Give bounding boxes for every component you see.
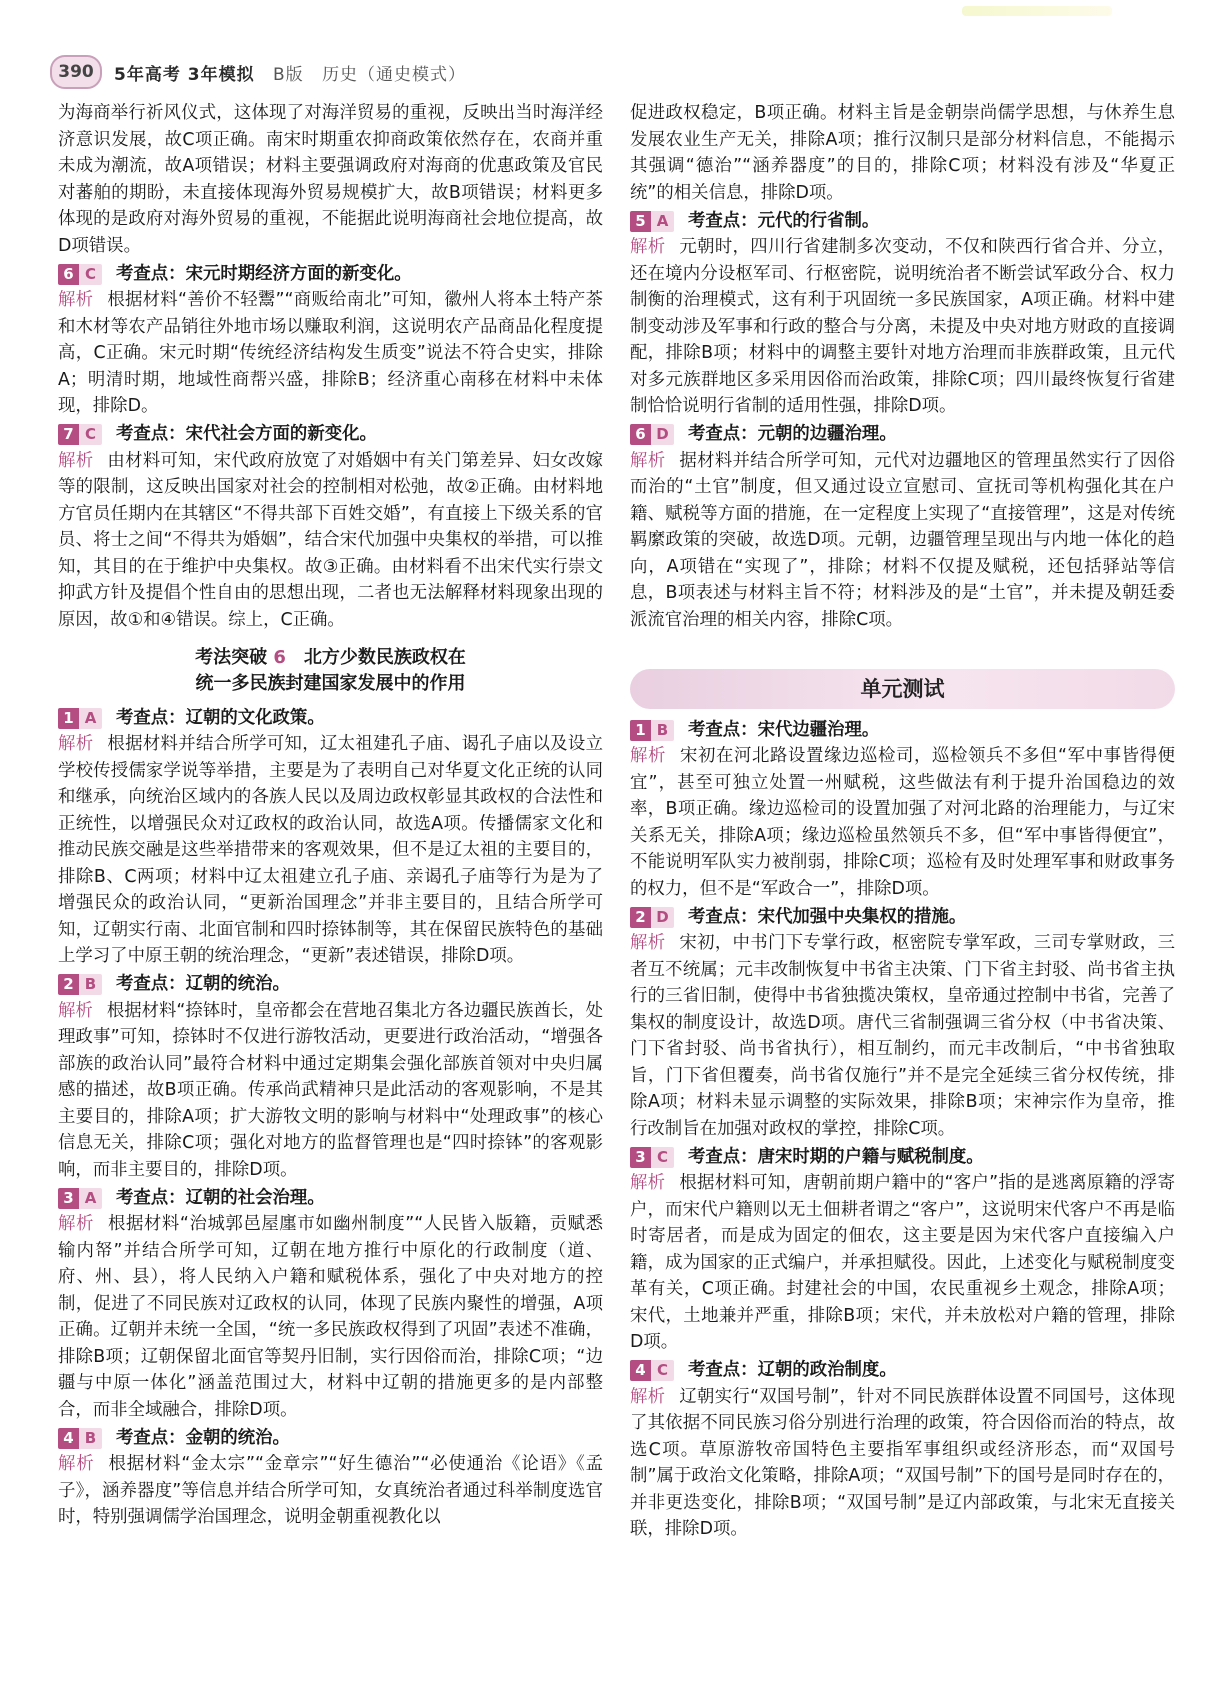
answer-badge: 3 C [630, 1147, 674, 1168]
key-point: 元代的行省制。 [757, 210, 880, 231]
analysis-text: 元朝时，四川行省建制多次变动，不仅和陕西行省合并、分立，还在境内分设枢军司、行枢密院，说明统治者不断尝试军政分合、权力制衡的治理模式，这有利于巩固统一多民族国家，A项正确。材料中建制变动涉及军事和行政的整合与分离，未提及中央对地方财政的直接调配，排除B项；材料中的调整主要针对地方治理而非族群政策，且元代对多元族群地区多采用因俗而治政策，排除C项；四川最终恢复行省建制恰恰说明行省制的适用性强，排除D项。 [630, 237, 1175, 416]
analysis-text: 宋初，中书门下专掌行政，枢密院专掌军政，三司专掌财政，三者互不统属；元丰改制恢复中书省主决策、门下省主封驳、尚书省主执行的三省旧制，使得中书省独揽决策权，皇帝通过控制中书省，完善了集权的制度设计，故选D项。唐代三省制强调三省分权（中书省决策、门下省封驳、尚书省执行），相互制约，而元丰改制后，“中书省独取旨，门下省但覆奏，尚书省仅施行”并不是完全延续三省分权传统，排除A项；材料未显示调整的实际效果，排除B项；宋神宗作为皇帝，推行改制旨在加强对政权的掌控，排除C项。 [630, 933, 1175, 1139]
analysis-text: 由材料可知，宋代政府放宽了对婚姻中有关门第差异、妇女改嫁等的限制，这反映出国家对社会的控制相对松弛，故②正确。由材料地方官员任期内在其辖区“不得共部下百姓交婚”，有直接上下级关系的官员、将士之间“不得共为婚姻”，结合宋代加强中央集权的举措，可以推知，其目的在于维护中央集权。故③正确。由材料看不出宋代实行崇文抑武方针及提倡个性自由的思想出现，二者也无法解释材料现象出现的原因，故①和④错误。综上，C正确。 [58, 450, 603, 630]
answer-item: 3 A 考查点： 辽朝的社会治理。 解析 根据材料“治城郭邑屋廛市如幽州制度”“人民皆入版籍，贡赋悉输内帑”并结合所学可知，辽朝在地方推行中原化的行政制度（道、府、州、县），将人民纳入户籍和赋税体系，强化了中央对地方的控制，促进了不同民族对辽政权的认同，体现了民族内聚性的增强，A项正确。辽朝并未统一全国，“统一多民族政权得到了巩固”表述不准确，排除B项；辽朝保留北面官等契丹旧制，实行因俗而治，排除C项；“边疆与中原一体化”涵盖范围过大，材料中辽朝的措施更多的是内部整合，而非全域融合，排除D项。 [58, 1185, 603, 1423]
key-point: 宋代边疆治理。 [757, 719, 880, 740]
analysis-tag: 解析 [630, 933, 666, 953]
answer-badge: 6 D [630, 424, 674, 445]
analysis-text: 根据材料可知，唐朝前期户籍中的“客户”指的是逃离原籍的浮寄户，而宋代户籍则以无土佃耕者谓之“客户”，这说明宋代客户不再是临时寄居者，而是成为固定的佃农，这主要是因为宋代客户直接编入户籍，成为国家的正式编户，并承担赋役。因此，上述变化与赋税制度变革有关，C项正确。封建社会的中国，农民重视乡土观念，排除A项；宋代，土地兼并严重，排除B项；宋代，并未放松对户籍的管理，排除D项。 [630, 1173, 1175, 1352]
analysis-text: 根据材料“捺钵时，皇帝都会在营地召集北方各边疆民族酋长，处理政事”可知，捺钵时不仅进行游牧活动，更要进行政治活动，“增强各部族的政治认同”最符合材料中通过定期集会强化部族首领对中央归属感的描述，故B项正确。传承尚武精神只是此活动的客观影响，不是其主要目的，排除A项；扩大游牧文明的影响与材料中“处理政事”的核心信息无关，排除C项；强化对地方的监督管理也是“四时捺钵”的客观影响，而非主要目的，排除D项。 [58, 1000, 603, 1180]
key-point: 元朝的边疆治理。 [757, 424, 897, 445]
key-point: 金朝的统治。 [185, 1427, 290, 1448]
answer-item: 4 B 考查点： 金朝的统治。 解析 根据材料“金太宗”“金章宗”“好生德治”“必使通治《论语》《孟子》，涵养器度”等信息并结合所学可知，女真统治者通过科举制度选官时，特别强调儒学治国理念，说明金朝重视教化以 [58, 1425, 603, 1531]
unit-test-banner: 单元测试 [630, 669, 1175, 709]
analysis-tag: 解析 [630, 746, 666, 766]
analysis-text: 根据材料“金太宗”“金章宗”“好生德治”“必使通治《论语》《孟子》，涵养器度”等信息并结合所学可知，女真统治者通过科举制度选官时，特别强调儒学治国理念，说明金朝重视教化以 [58, 1454, 603, 1527]
answer-badge: 5 A [630, 211, 674, 232]
analysis-text: 根据材料“治城郭邑屋廛市如幽州制度”“人民皆入版籍，贡赋悉输内帑”并结合所学可知，辽朝在地方推行中原化的行政制度（道、府、州、县），将人民纳入户籍和赋税体系，强化了中央对地方的控制，促进了不同民族对辽政权的认同，体现了民族内聚性的增强，A项正确。辽朝并未统一全国，“统一多民族政权得到了巩固”表述不准确，排除B项；辽朝保留北面官等契丹旧制，实行因俗而治，排除C项；“边疆与中原一体化”涵盖范围过大，材料中辽朝的措施更多的是内部整合，而非全域融合，排除D项。 [58, 1214, 603, 1420]
corner-decoration [962, 6, 1112, 16]
answer-item: 6 D 考查点： 元朝的边疆治理。 解析 据材料并结合所学可知，元代对边疆地区的管理虽然实行了因俗而治的“土官”制度，但又通过设立宣慰司、宣抚司等机构强化其在户籍、赋税等方面的措施，在一定程度上实现了“直接管理”，这是对传统羁縻政策的突破，故选D项。元朝，边疆管理呈现出与内地一体化的趋向，A项错在“实现了”，排除；材料不仅提及赋税，还包括驿站等信息，B项表述与材料主旨不符；材料涉及的是“土官”，并未提及朝廷委派流官治理的相关内容，排除C项。 [630, 422, 1175, 634]
answer-item: 2 D 考查点： 宋代加强中央集权的措施。 解析 宋初，中书门下专掌行政，枢密院专掌军政，三司专掌财政，三者互不统属；元丰改制恢复中书省主决策、门下省主封驳、尚书省主执行的三省旧制，使得中书省独揽决策权，皇帝通过控制中书省，完善了集权的制度设计，故选D项。唐代三省制强调三省分权（中书省决策、门下省封驳、尚书省执行），相互制约，而元丰改制后，“中书省独取旨，门下省但覆奏，尚书省仅施行”并不是完全延续三省分权传统，排除A项；材料未显示调整的实际效果，排除B项；宋神宗作为皇帝，推行改制旨在加强对政权的掌控，排除C项。 [630, 904, 1175, 1142]
book-subject: 历史（通史模式） [322, 64, 467, 85]
answer-item: 5 A 考查点： 元代的行省制。 解析 元朝时，四川行省建制多次变动，不仅和陕西行省合并、分立，还在境内分设枢军司、行枢密院，说明统治者不断尝试军政分合、权力制衡的治理模式，这有利于巩固统一多民族国家，A项正确。材料中建制变动涉及军事和行政的整合与分离，未提及中央对地方财政的直接调配，排除B项；材料中的调整主要针对地方治理而非族群政策，且元代对多元族群地区多采用因俗而治政策，排除C项；四川最终恢复行省建制恰恰说明行省制的适用性强，排除D项。 [630, 208, 1175, 420]
continued-text: 促进政权稳定，B项正确。材料主旨是金朝崇尚儒学思想，与休养生息发展农业生产无关，排除A项；推行汉制只是部分材料信息，不能揭示其强调“德治”“涵养器度”的目的，排除C项；材料没有涉及“华夏正统”的相关信息，排除D项。 [630, 103, 1175, 203]
analysis-tag: 解析 [630, 1173, 666, 1193]
answer-badge: 3 A [58, 1188, 102, 1209]
answer-badge: 4 B [58, 1428, 102, 1449]
analysis-tag: 解析 [630, 237, 666, 257]
analysis-tag: 解析 [58, 290, 94, 310]
answer-badge: 2 D [630, 907, 674, 928]
analysis-text: 根据材料并结合所学可知，辽太祖建孔子庙、谒孔子庙以及设立学校传授儒家学说等举措，主要是为了表明自己对华夏文化正统的认同和继承，向统治区域内的各族人民以及周边政权彰显其政权的合法性和正统性，以增强民众对辽政权的政治认同，故选A项。传播儒家文化和推动民族交融是这些举措带来的客观效果，但不是辽太祖的主要目的，排除B、C两项；材料中辽太祖建立孔子庙、亲谒孔子庙等行为是为了增强民众的政治认同，“更新治国理念”并非主要目的，且结合所学可知，辽朝实行南、北面官制和四时捺钵制等，其在保留民族特色的基础上学习了中原王朝的统治理念，“更新”表述错误，排除D项。 [58, 734, 603, 966]
analysis-text: 宋初在河北路设置缘边巡检司，巡检领兵不多但“军中事皆得便宜”，甚至可独立处置一州赋税，这些做法有利于提升治国稳边的效率，B项正确。缘边巡检司的设置加强了对河北路的治理能力，与辽宋关系无关，排除A项；缘边巡检虽然领兵不多，但“军中事皆得便宜”，不能说明军队实力被削弱，排除C项；巡检有及时处理军事和财政事务的权力，但不是“军政合一”，排除D项。 [630, 746, 1175, 899]
analysis-text: 辽朝实行“双国号制”，针对不同民族群体设置不同国号，这体现了其依据不同民族习俗分别进行治理的政策，符合因俗而治的特点，故选C项。草原游牧帝国特色主要指军事组织或经济形态，而“双国号制”属于政治文化策略，排除A项；“双国号制”下的国号是同时存在的，并非更迭变化，排除B项；“双国号制”是辽内部政策，与北宋无直接关联，排除D项。 [630, 1386, 1175, 1539]
answer-item: 2 B 考查点： 辽朝的统治。 解析 根据材料“捺钵时，皇帝都会在营地召集北方各边疆民族酋长，处理政事”可知，捺钵时不仅进行游牧活动，更要进行政治活动，“增强各部族的政治认同”最符合材料中通过定期集会强化部族首领对中央归属感的描述，故B项正确。传承尚武精神只是此活动的客观影响，不是其主要目的，排除A项；扩大游牧文明的影响与材料中“处理政事”的核心信息无关，排除C项；强化对地方的监督管理也是“四时捺钵”的客观影响，而非主要目的，排除D项。 [58, 972, 603, 1184]
answer-item: 4 C 考查点： 辽朝的政治制度。 解析 辽朝实行“双国号制”，针对不同民族群体设置不同国号，这体现了其依据不同民族习俗分别进行治理的政策，符合因俗而治的特点，故选C项。草原游牧帝国特色主要指军事组织或经济形态，而“双国号制”属于政治文化策略，排除A项；“双国号制”下的国号是同时存在的，并非更迭变化，排除B项；“双国号制”是辽内部政策，与北宋无直接关联，排除D项。 [630, 1358, 1175, 1543]
page-header [50, 54, 1170, 90]
key-point: 宋代加强中央集权的措施。 [757, 906, 967, 927]
key-point: 宋元时期经济方面的新变化。 [185, 263, 412, 284]
key-point: 宋代社会方面的新变化。 [185, 424, 377, 445]
key-point: 唐宋时期的户籍与赋税制度。 [757, 1146, 984, 1167]
answer-item: 7 C 考查点： 宋代社会方面的新变化。 解析 由材料可知，宋代政府放宽了对婚姻中有关门第差异、妇女改嫁等的限制，这反映出国家对社会的控制相对松弛，故②正确。由材料地方官员任期内在其辖区“不得共部下百姓交婚”，有直接上下级关系的官员、将士之间“不得共为婚姻”，结合宋代加强中央集权的举措，可以推知，其目的在于维护中央集权。故③正确。由材料看不出宋代实行崇文抑武方针及提倡个性自由的思想出现，二者也无法解释材料现象出现的原因，故①和④错误。综上，C正确。 [58, 422, 603, 634]
analysis-text: 根据材料“善价不轻鬻”“商贩给南北”可知，徽州人将本土特产茶和木材等农产品销往外地市场以赚取利润，这说明农产品商品化程度提高，C正确。宋元时期“传统经济结构发生质变”说法不符合史实，排除A；明清时期，地域性商帮兴盛，排除B；经济重心南移在材料中未体现，排除D。 [58, 290, 603, 416]
answer-item: 1 B 考查点： 宋代边疆治理。 解析 宋初在河北路设置缘边巡检司，巡检领兵不多但“军中事皆得便宜”，甚至可独立处置一州赋税，这些做法有利于提升治国稳边的效率，B项正确。缘边巡检司的设置加强了对河北路的治理能力，与辽宋关系无关，排除A项；缘边巡检虽然领兵不多，但“军中事皆得便宜”，不能说明军队实力被削弱，排除C项；巡检有及时处理军事和财政事务的权力，但不是“军政合一”，排除D项。 [630, 717, 1175, 902]
analysis-tag: 解析 [58, 1214, 94, 1234]
page-number-badge: 390 [50, 55, 102, 89]
header-title [114, 60, 466, 85]
answer-badge: 6 C [58, 264, 102, 285]
answer-badge: 1 A [58, 708, 102, 729]
answer-badge: 2 B [58, 974, 102, 995]
book-series: 5年高考 3年模拟 [114, 64, 255, 85]
analysis-tag: 解析 [58, 1000, 93, 1021]
key-point: 辽朝的统治。 [185, 974, 290, 995]
answer-badge: 7 C [58, 424, 102, 445]
book-edition: B版 [272, 64, 304, 85]
section-title: 考法突破 6 北方少数民族政权在 统一多民族封建国家发展中的作用 [195, 647, 466, 694]
analysis-tag: 解析 [58, 1454, 95, 1474]
analysis-tag: 解析 [58, 450, 94, 471]
answer-badge: 1 B [630, 720, 674, 741]
left-column [58, 100, 603, 1531]
continued-text: 为海商举行祈风仪式，这体现了对海洋贸易的重视，反映出当时海洋经济意识发展，故C项正确。南宋时期重农抑商政策依然存在，农商并重未成为潮流，故A项错误；材料主要强调政府对海商的优惠政策及官民对蕃舶的期盼，未直接体现海外贸易规模扩大，故B项错误；材料更多体现的是政府对海外贸易的重视，不能据此说明海商社会地位提高，故D项错误。 [58, 103, 603, 256]
key-point: 辽朝的社会治理。 [185, 1187, 325, 1208]
analysis-tag: 解析 [58, 734, 94, 754]
answer-item: 6 C 考查点： 宋元时期经济方面的新变化。 解析 根据材料“善价不轻鬻”“商贩给南北”可知，徽州人将本土特产茶和木材等农产品销往外地市场以赚取利润，这说明农产品商品化程度提高，C正确。宋元时期“传统经济结构发生质变”说法不符合史实，排除A；明清时期，地域性商帮兴盛，排除B；经济重心南移在材料中未体现，排除D。 [58, 261, 603, 420]
answer-badge: 4 C [630, 1360, 674, 1381]
analysis-tag: 解析 [630, 1386, 666, 1407]
analysis-tag: 解析 [630, 450, 666, 471]
right-column [630, 100, 1175, 1543]
answer-item: 3 C 考查点： 唐宋时期的户籍与赋税制度。 解析 根据材料可知，唐朝前期户籍中的“客户”指的是逃离原籍的浮寄户，而宋代户籍则以无土佃耕者谓之“客户”，这说明宋代客户不再是临时寄居者，而是成为固定的佃农，这主要是因为宋代客户直接编入户籍，成为国家的正式编户，并承担赋役。因此，上述变化与赋税制度变革有关，C项正确。封建社会的中国，农民重视乡土观念，排除A项；宋代，土地兼并严重，排除B项；宋代，并未放松对户籍的管理，排除D项。 [630, 1144, 1175, 1356]
key-point: 辽朝的文化政策。 [185, 707, 325, 728]
analysis-text: 据材料并结合所学可知，元代对边疆地区的管理虽然实行了因俗而治的“土官”制度，但又通过设立宣慰司、宣抚司等机构强化其在户籍、赋税等方面的措施，在一定程度上实现了“直接管理”，这是对传统羁縻政策的突破，故选D项。元朝，边疆管理呈现出与内地一体化的趋向，A项错在“实现了”，排除；材料不仅提及赋税，还包括驿站等信息，B项表述与材料主旨不符；材料涉及的是“土官”，并未提及朝廷委派流官治理的相关内容，排除C项。 [630, 450, 1175, 630]
key-point: 辽朝的政治制度。 [757, 1360, 897, 1381]
answer-item: 1 A 考查点： 辽朝的文化政策。 解析 根据材料并结合所学可知，辽太祖建孔子庙、谒孔子庙以及设立学校传授儒家学说等举措，主要是为了表明自己对华夏文化正统的认同和继承，向统治区域内的各族人民以及周边政权彰显其政权的合法性和正统性，以增强民众对辽政权的政治认同，故选A项。传播儒家文化和推动民族交融是这些举措带来的客观效果，但不是辽太祖的主要目的，排除B、C两项；材料中辽太祖建立孔子庙、亲谒孔子庙等行为是为了增强民众的政治认同，“更新治国理念”并非主要目的，且结合所学可知，辽朝实行南、北面官制和四时捺钵制等，其在保留民族特色的基础上学习了中原王朝的统治理念，“更新”表述错误，排除D项。 [58, 705, 603, 970]
